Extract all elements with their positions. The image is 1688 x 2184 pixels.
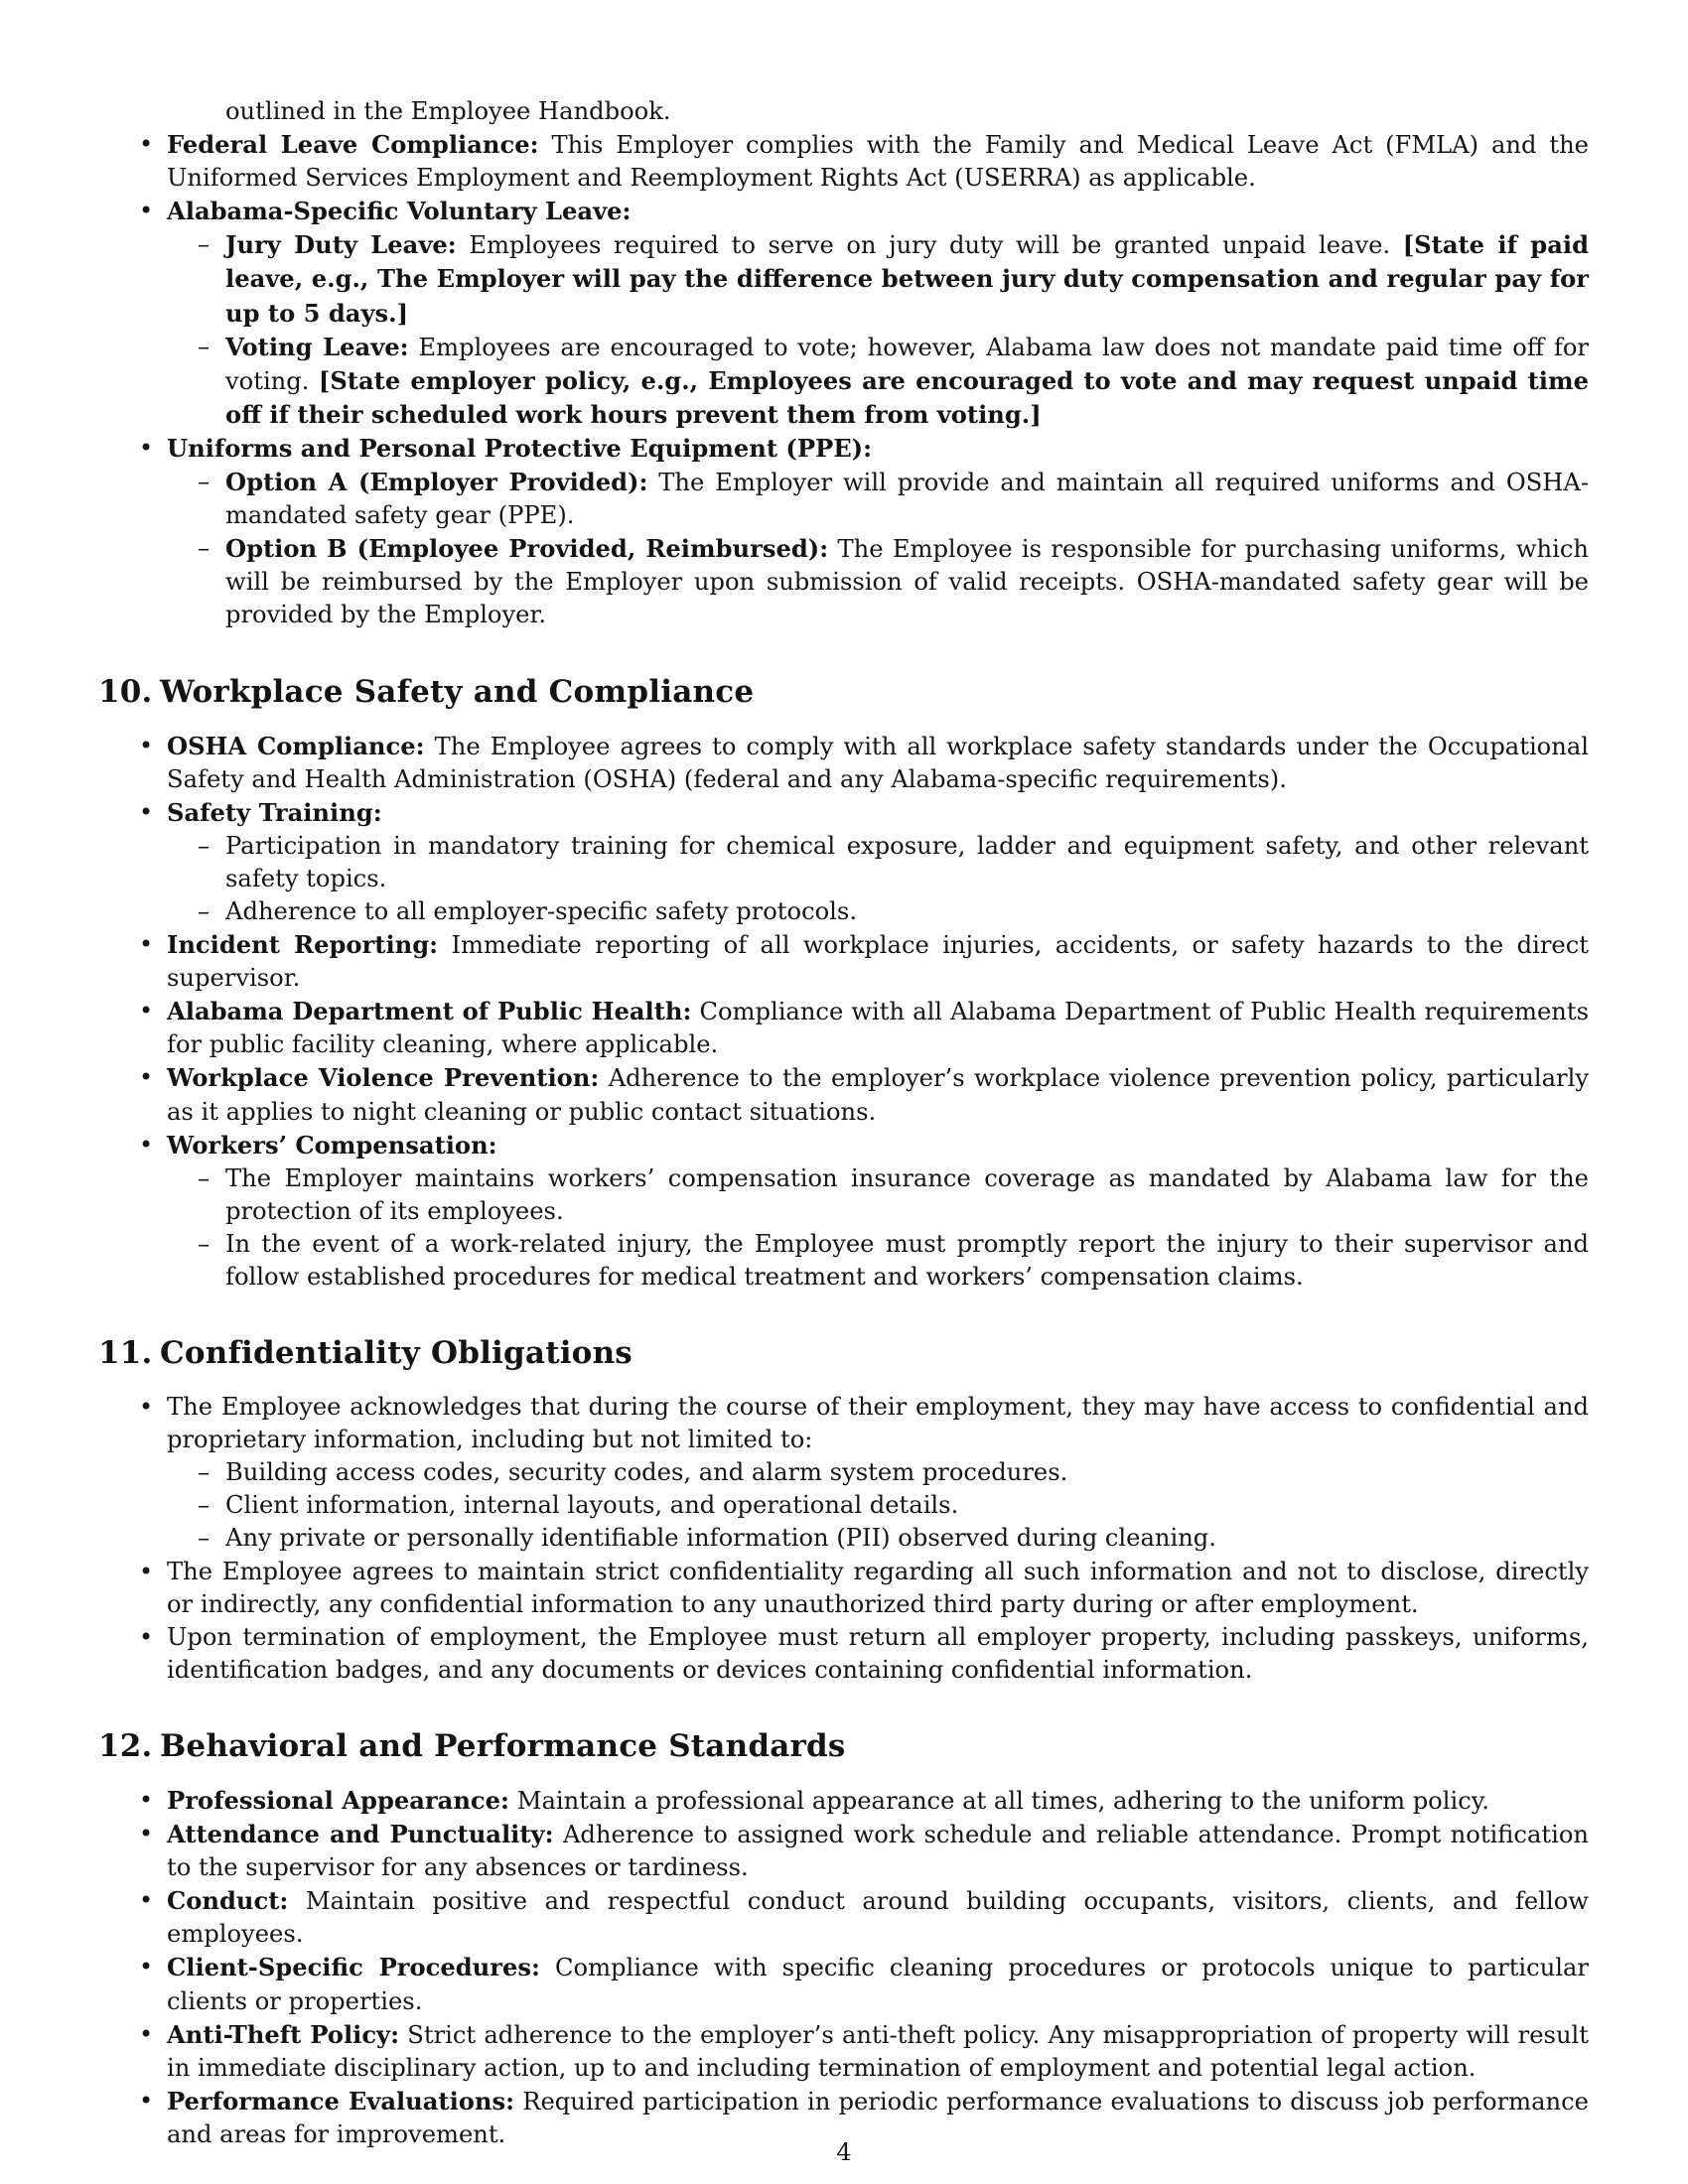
sublist-item: – Client information, internal layouts, and operational details. bbox=[225, 1489, 1589, 1522]
sublist-item: – Any private or personally identifiable information (PII) observed during cleaning. bbox=[225, 1522, 1589, 1555]
item-text: The Employer will provide and maintain all required uniforms and OSHA-mandated safety gear (PPE). bbox=[225, 469, 1589, 530]
page-number: 4 bbox=[836, 2138, 852, 2166]
list-item-attendance bbox=[167, 1818, 1589, 1884]
item-label: Workplace Violence Prevention: bbox=[167, 1063, 600, 1093]
list-item-uniforms-ppe bbox=[167, 432, 1589, 632]
section-11-heading bbox=[98, 1333, 1589, 1373]
item-label: Performance Evaluations: bbox=[167, 2086, 515, 2116]
item-label: Alabama-Specific Voluntary Leave: bbox=[167, 197, 632, 226]
item-label: Attendance and Punctuality: bbox=[167, 1820, 554, 1849]
list-item-safety-training bbox=[167, 796, 1589, 928]
item-label: Uniforms and Personal Protective Equipment (PPE): bbox=[167, 433, 873, 463]
item-text: Strict adherence to the employer’s anti-theft policy. Any misappropriation of property will result in immediate disciplinary action, up to and including termination of employment and potential legal action. bbox=[167, 2020, 1589, 2082]
list-item-property-return: • Upon termination of employment, the Employee must return all employer property, including passkeys, uniforms, identification badges, and any documents or devices containing confidential information. bbox=[167, 1621, 1589, 1687]
list-item-incident-reporting bbox=[167, 928, 1589, 995]
item-label: Option A (Employer Provided): bbox=[225, 468, 648, 497]
item-label: Safety Training: bbox=[167, 797, 382, 827]
sublist-item-option-b bbox=[225, 532, 1589, 631]
item-text: Employees required to serve on jury duty will be granted unpaid leave. bbox=[469, 231, 1391, 260]
section-number: 11. bbox=[98, 1335, 153, 1372]
list-item-alabama-leave bbox=[167, 195, 1589, 432]
item-text: Compliance with all Alabama Department of Public Health requirements for public facility cleaning, where applicable. bbox=[167, 998, 1589, 1059]
sublist-item: – Adherence to all employer-specific safety protocols. bbox=[225, 895, 1589, 928]
list-item-confidential-access bbox=[167, 1391, 1589, 1555]
list-item-workers-compensation bbox=[167, 1129, 1589, 1294]
list-item-client-procedures bbox=[167, 1951, 1589, 2017]
item-label: Workers’ Compensation: bbox=[167, 1130, 497, 1160]
sublist-item-option-a bbox=[225, 466, 1589, 532]
item-label: Anti-Theft Policy: bbox=[167, 2019, 400, 2049]
sublist-item: – Building access codes, security codes, and alarm system procedures. bbox=[225, 1456, 1589, 1489]
alabama-leave-sublist bbox=[225, 228, 1589, 432]
item-text: The Employee acknowledges that during the course of their employment, they may have access to confidential and proprietary information, including but not limited to: bbox=[167, 1393, 1589, 1454]
section-12-list bbox=[167, 1784, 1589, 2151]
list-item-anti-theft bbox=[167, 2018, 1589, 2085]
item-text: Immediate reporting of all workplace injuries, accidents, or safety hazards to the direct supervisor. bbox=[167, 931, 1589, 993]
item-text: This Employer complies with the Family and Medical Leave Act (FMLA) and the Uniformed Services Employment and Reemployment Rights Act (USERRA) as applicable. bbox=[167, 131, 1589, 193]
workers-comp-sublist bbox=[225, 1162, 1589, 1294]
item-text: Maintain a professional appearance at all times, adhering to the uniform policy. bbox=[516, 1786, 1489, 1815]
sublist-item-jury-duty bbox=[225, 228, 1589, 330]
section-title: Workplace Safety and Compliance bbox=[160, 673, 755, 710]
confidential-info-sublist bbox=[225, 1456, 1589, 1555]
section-title: Behavioral and Performance Standards bbox=[160, 1727, 846, 1764]
document-page bbox=[98, 95, 1589, 2151]
item-text: Adherence to assigned work schedule and reliable attendance. Prompt notification to the supervisor for any absences or tardiness. bbox=[167, 1821, 1589, 1882]
list-item-violence-prevention bbox=[167, 1061, 1589, 1128]
list-item-conduct bbox=[167, 1884, 1589, 1951]
section-title: Confidentiality Obligations bbox=[160, 1335, 633, 1372]
item-label: Jury Duty Leave: bbox=[225, 230, 457, 260]
item-label: Option B (Employee Provided, Reimbursed): bbox=[225, 534, 829, 564]
section-10-list bbox=[167, 730, 1589, 1295]
section-10-heading bbox=[98, 672, 1589, 712]
item-label: Conduct: bbox=[167, 1886, 289, 1916]
item-note: [State if paid leave, e.g., The Employer will pay the difference between jury duty compensation and regular pay for up to 5 days.] bbox=[225, 230, 1589, 328]
sublist-item: – Participation in mandatory training for chemical exposure, ladder and equipment safety, and other relevant safety topics. bbox=[225, 830, 1589, 895]
list-item-appearance bbox=[167, 1784, 1589, 1818]
sublist-item-voting bbox=[225, 331, 1589, 432]
sublist-item: – The Employer maintains workers’ compensation insurance coverage as mandated by Alabama law for the protection of its employees. bbox=[225, 1162, 1589, 1228]
item-label: Federal Leave Compliance: bbox=[167, 130, 539, 160]
uniforms-sublist bbox=[225, 466, 1589, 631]
section-11-list bbox=[167, 1391, 1589, 1687]
safety-training-sublist bbox=[225, 830, 1589, 928]
item-text: Maintain positive and respectful conduct around building occupants, visitors, clients, and fellow employees. bbox=[167, 1887, 1589, 1949]
item-label: Incident Reporting: bbox=[167, 930, 439, 960]
item-text: Compliance with specific cleaning procedures or protocols unique to particular clients or properties. bbox=[167, 1954, 1589, 2015]
list-item-osha bbox=[167, 730, 1589, 796]
section-12-heading bbox=[98, 1726, 1589, 1766]
item-label: Alabama Department of Public Health: bbox=[167, 997, 692, 1026]
sublist-item: – In the event of a work-related injury, the Employee must promptly report the injury to their supervisor and follow established procedures for medical treatment and workers’ compensation claims. bbox=[225, 1228, 1589, 1294]
item-label: Client-Specific Procedures: bbox=[167, 1953, 540, 1982]
list-item-confidentiality-agreement: • The Employee agrees to maintain strict confidentiality regarding all such information and not to disclose, directly or indirectly, any confidential information to any unauthorized third party during or after employment. bbox=[167, 1556, 1589, 1621]
item-text: The Employee agrees to comply with all workplace safety standards under the Occupational Safety and Health Administration (OSHA) (federal and any Alabama-specific requirements). bbox=[167, 732, 1589, 793]
list-item-federal-leave bbox=[167, 128, 1589, 195]
item-text: Adherence to the employer’s workplace violence prevention policy, particularly as it applies to night cleaning or public contact situations. bbox=[167, 1064, 1589, 1126]
item-label: Voting Leave: bbox=[225, 332, 409, 361]
intro-continuation: outlined in the Employee Handbook. bbox=[225, 97, 671, 125]
section-number: 12. bbox=[98, 1727, 153, 1764]
item-note: [State employer policy, e.g., Employees are encouraged to vote and may request unpaid time off if their scheduled work hours prevent them from voting.] bbox=[225, 365, 1589, 429]
item-label: Professional Appearance: bbox=[167, 1785, 509, 1815]
item-text: Employees are encouraged to vote; however, Alabama law does not mandate paid time off for voting. bbox=[225, 333, 1589, 395]
item-text: The Employee is responsible for purchasing uniforms, which will be reimbursed by the Employer upon submission of valid receipts. OSHA-mandated safety gear will be provided by the Employer. bbox=[225, 535, 1589, 629]
item-text: Required participation in periodic performance evaluations to discuss job performance and areas for improvement. bbox=[167, 2087, 1589, 2148]
top-list bbox=[167, 128, 1589, 631]
list-item-public-health bbox=[167, 995, 1589, 1061]
section-number: 10. bbox=[98, 673, 153, 710]
item-label: OSHA Compliance: bbox=[167, 731, 425, 760]
